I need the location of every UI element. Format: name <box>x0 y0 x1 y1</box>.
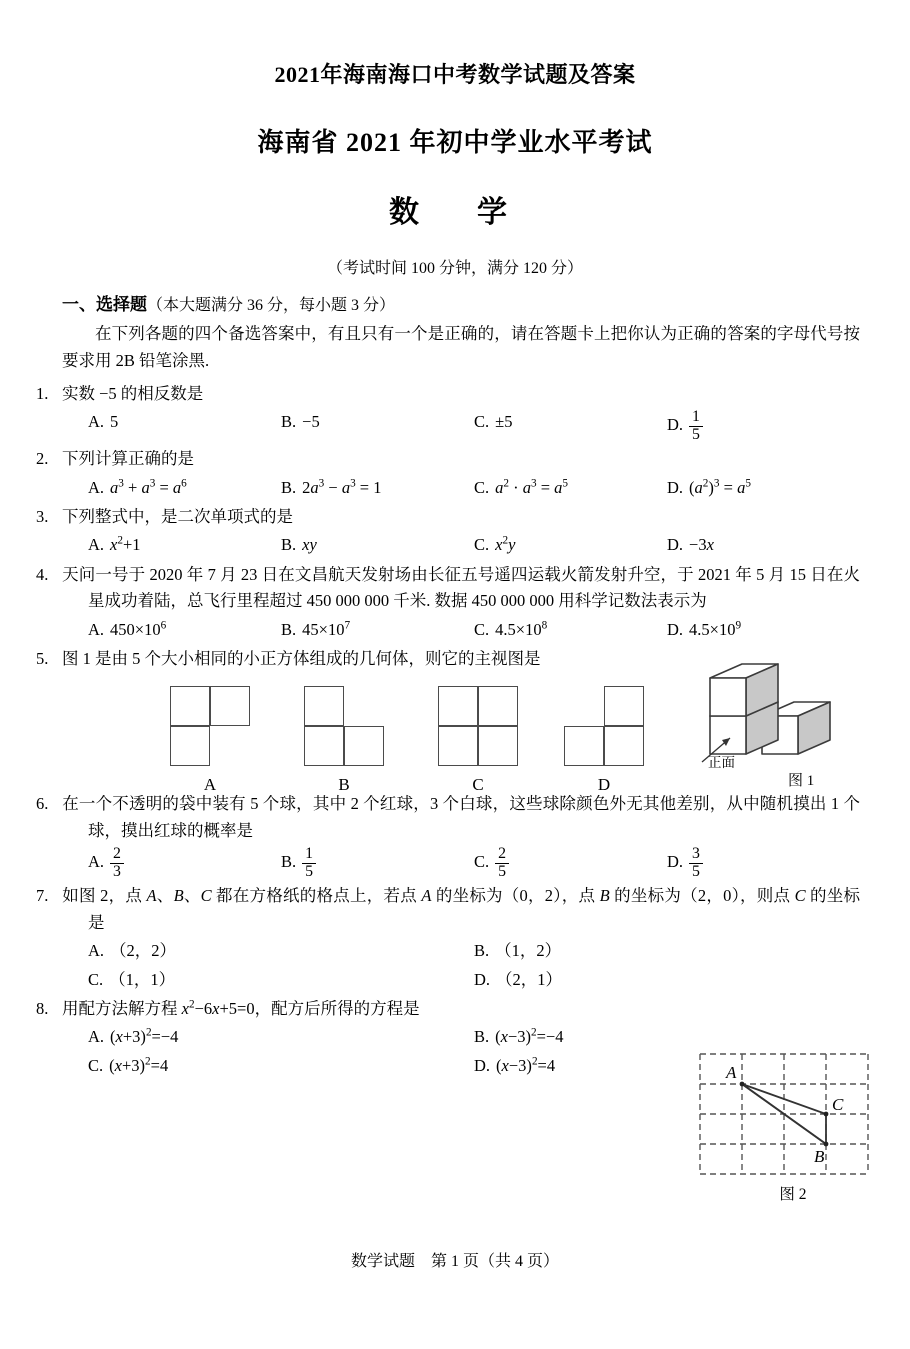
option-text: −5 <box>302 412 320 432</box>
option-C[interactable] <box>88 1053 474 1079</box>
question-list <box>36 381 861 1080</box>
shape-cell-tr <box>604 686 644 726</box>
section-instructions <box>62 321 860 374</box>
shape-cell-br <box>344 726 384 766</box>
option-C[interactable] <box>474 475 667 501</box>
option-text: （2，2） <box>110 941 177 961</box>
question-text: 用配方法解方程 $x^2-6x+5=0$，配方后所得的方程是 <box>62 998 420 1018</box>
question-2 <box>36 446 860 501</box>
question-text: 如图 2，点 A、B、C 都在方格纸的格点上，若点 A 的坐标为（0，2），点 B 的坐标为（2，0），则点 C 的坐标是 <box>62 886 861 932</box>
question-4 <box>36 562 860 643</box>
option-fraction <box>689 409 703 443</box>
option-C[interactable] <box>474 846 667 880</box>
question-stem: 2. 下列计算正确的是 <box>36 449 194 469</box>
option-A[interactable] <box>88 409 281 443</box>
question-1 <box>36 381 860 444</box>
exam-note: （考试时间 100 分钟，满分 120 分） <box>326 260 583 278</box>
figure-option-strip <box>62 676 860 795</box>
option-D[interactable] <box>474 967 860 993</box>
option-text: $2a^3 - a^3 = 1$ <box>302 477 382 497</box>
figure-2-label-b: B <box>814 1147 825 1166</box>
figure-2-label-c: C <box>832 1095 844 1114</box>
option-A[interactable] <box>88 617 281 643</box>
option-label: C. <box>474 412 490 432</box>
question-stem: 1. 实数 −5 的相反数是 <box>36 383 204 403</box>
option-row <box>62 1024 860 1050</box>
shape-cell-br <box>604 726 644 766</box>
exam-title: 海南省 2021 年初中学业水平考试 <box>257 128 653 158</box>
option-D[interactable] <box>667 617 860 643</box>
figure-1-front-label: 正面 <box>708 755 735 771</box>
option-D[interactable] <box>667 409 860 443</box>
figure-2-svg <box>682 1048 904 1182</box>
question-stem: 5. 图 1 是由 5 个大小相同的小正方体组成的几何体，则它的主视图是 <box>36 649 541 668</box>
option-label: D. <box>667 414 684 434</box>
question-text: 下列计算正确的是 <box>62 449 194 469</box>
option-C[interactable] <box>88 967 474 993</box>
section-heading-sub: （本大题满分 36 分，每小题 3 分） <box>147 297 396 315</box>
question-stem: 3. 下列整式中，是二次单项式的是 <box>36 507 293 527</box>
option-text: ±5 <box>495 412 513 432</box>
option-label: B. <box>281 852 297 872</box>
option-row <box>62 409 860 443</box>
option-text: $450\times 10^6$ <box>110 619 167 639</box>
option-label: C. <box>474 477 490 497</box>
question-stem: 7. 如图 2，点 A、B、C 都在方格纸的格点上，若点 A 的坐标为（0，2），点 B 的坐标为（2，0），则点 C 的坐标是 <box>36 886 861 932</box>
option-B[interactable] <box>474 1024 860 1050</box>
option-label: A. <box>88 941 105 961</box>
option-B[interactable] <box>474 938 860 964</box>
instructions-text: 在下列各题的四个备选答案中，有且只有一个是正确的，请在答题卡上把你认为正确的答案的字母代号按要求用 2B 铅笔涂黑. <box>62 324 860 370</box>
question-text: 下列整式中，是二次单项式的是 <box>62 507 293 527</box>
section-heading <box>62 292 860 319</box>
option-row <box>62 532 860 558</box>
shape-option-label: D <box>597 775 611 795</box>
option-label: A. <box>88 1027 105 1047</box>
option-label: D. <box>667 535 684 555</box>
option-text: $x^2+1$ <box>110 534 141 555</box>
question-6 <box>36 791 860 880</box>
option-text: $(x+3)^2=-4$ <box>110 1026 179 1047</box>
shape-option-B[interactable] <box>302 686 386 795</box>
fraction-denominator: 5 <box>689 863 703 881</box>
fraction-numerator: 1 <box>305 845 314 863</box>
fraction-denominator: 5 <box>689 426 703 444</box>
fraction-numerator: 3 <box>692 845 700 863</box>
option-label: C. <box>88 969 104 989</box>
option-text: （2，1） <box>496 969 563 989</box>
option-row <box>62 617 860 643</box>
option-text: $(x-3)^2=4$ <box>496 1055 556 1075</box>
option-B[interactable] <box>281 475 474 501</box>
question-stem: 6. 在一个不透明的袋中装有 5 个球，其中 2 个红球，3 个白球，这些球除颜色外无其他差别，从中随机摸出 1 个球，摸出红球的概率是 <box>36 794 860 840</box>
option-fraction <box>689 846 703 880</box>
question-text: 在一个不透明的袋中装有 5 个球，其中 2 个红球，3 个白球，这些球除颜色外无其他差别，从中随机摸出 1 个球，摸出红球的概率是 <box>62 794 860 840</box>
option-B[interactable] <box>281 846 474 880</box>
option-label: A. <box>88 477 105 497</box>
option-label: C. <box>88 1055 104 1075</box>
subject-title: 数 学 <box>389 196 521 230</box>
shape-cell-bl <box>564 726 604 766</box>
option-text: $x^2y$ <box>495 534 516 555</box>
fraction-numerator: 1 <box>692 408 700 426</box>
shape-option-D[interactable] <box>562 686 646 795</box>
question-stem: 4. 天问一号于 2020 年 7 月 23 日在文昌航天发射场由长征五号遥四运载火箭发射升空，于 2021 年 5 月 15 日在火星成功着陆，总飞行里程超过 450 000 000 千米. 数据 450 000 000 用科学记数法表示为 <box>36 564 860 611</box>
option-row <box>62 846 860 880</box>
fraction-numerator: 2 <box>113 845 121 863</box>
shape-grid <box>564 686 644 766</box>
shape-option-label: A <box>203 775 217 795</box>
option-fraction <box>110 846 124 880</box>
option-fraction <box>302 846 316 880</box>
option-D[interactable] <box>667 846 860 880</box>
option-label: D. <box>667 852 684 872</box>
option-label: D. <box>667 619 684 639</box>
option-row <box>62 475 860 501</box>
option-A[interactable] <box>88 938 474 964</box>
option-label: B. <box>281 535 297 555</box>
option-text: $a^2 \cdot a^3 = a^5$ <box>495 477 569 497</box>
page-title: 2021年海南海口中考数学试题及答案 <box>274 62 636 87</box>
option-C[interactable] <box>474 409 667 443</box>
option-text: $4.5\times 10^8$ <box>495 619 548 639</box>
option-text: $(a^2)^3 = a^5$ <box>689 477 751 497</box>
option-label: B. <box>281 412 297 432</box>
shape-cell-bl <box>170 726 210 766</box>
option-text: $4.5\times 10^9$ <box>689 619 742 639</box>
shape-cell-tl <box>170 686 210 726</box>
fraction-denominator: 3 <box>110 863 124 881</box>
option-B[interactable] <box>281 409 474 443</box>
question-text: 实数 −5 的相反数是 <box>62 383 204 403</box>
option-D[interactable] <box>667 532 860 558</box>
shape-cell-bl <box>304 726 344 766</box>
option-A[interactable] <box>88 1024 474 1050</box>
option-A[interactable] <box>88 846 281 880</box>
option-label: D. <box>474 969 491 989</box>
figure-2 <box>682 1048 904 1216</box>
option-label: B. <box>281 619 297 639</box>
option-fraction <box>495 846 509 880</box>
option-B[interactable] <box>281 532 474 558</box>
figure-1 <box>684 658 864 790</box>
option-text: $a^3 + a^3 = a^6$ <box>110 477 187 497</box>
option-text: −3x <box>689 535 714 555</box>
option-label: C. <box>474 852 490 872</box>
question-text: 天问一号于 2020 年 7 月 23 日在文昌航天发射场由长征五号遥四运载火箭发射升空，于 2021 年 5 月 15 日在火星成功着陆，总飞行里程超过 450 000 000 千米. 数据 450 000 000 用科学记数法表示为 <box>62 564 860 611</box>
option-label: A. <box>88 412 105 432</box>
page-footer: 数学试题 第 1 页（共 4 页） <box>350 1253 559 1270</box>
shape-cell-tr <box>210 686 250 726</box>
option-label: A. <box>88 619 105 639</box>
option-text: $45\times 10^7$ <box>302 619 351 639</box>
shape-cell-tl <box>304 686 344 726</box>
option-A[interactable] <box>88 532 281 558</box>
option-row <box>62 938 860 964</box>
fraction-denominator: 5 <box>495 863 509 881</box>
question-3 <box>36 504 860 559</box>
exam-page <box>0 62 910 1349</box>
shape-cell-br <box>478 726 518 766</box>
section-heading-text: 一、选择题 <box>62 295 147 315</box>
shape-option-label: B <box>338 775 350 795</box>
fraction-numerator: 2 <box>498 845 507 863</box>
question-text: 图 1 是由 5 个大小相同的小正方体组成的几何体，则它的主视图是 <box>62 649 541 668</box>
option-label: B. <box>474 941 490 961</box>
option-label: A. <box>88 852 105 872</box>
option-text: $(x+3)^2=4$ <box>109 1055 169 1075</box>
option-label: D. <box>667 477 684 497</box>
question-5 <box>36 646 860 795</box>
figure-2-caption: 图 2 <box>779 1186 807 1203</box>
shape-cell-tr <box>478 686 518 726</box>
figure-1-caption: 图 1 <box>788 773 815 790</box>
shape-grid <box>304 686 384 766</box>
question-stem: 8. 用配方法解方程 $x^2-6x+5=0$，配方后所得的方程是 <box>36 998 420 1018</box>
option-label: B. <box>281 477 297 497</box>
option-row <box>62 967 860 993</box>
option-label: C. <box>474 619 490 639</box>
option-C[interactable] <box>474 532 667 558</box>
option-A[interactable] <box>88 475 281 501</box>
option-text: （1，2） <box>495 941 562 961</box>
shape-cell-tl <box>438 686 478 726</box>
shape-grid <box>438 686 518 766</box>
option-C[interactable] <box>474 617 667 643</box>
fraction-denominator: 5 <box>302 863 316 881</box>
question-7 <box>36 883 861 993</box>
option-label: B. <box>474 1027 490 1047</box>
questions-content <box>36 292 861 1079</box>
shape-option-C[interactable] <box>436 686 520 795</box>
figure-2-label-a: A <box>726 1063 737 1082</box>
option-text: 5 <box>110 412 119 432</box>
option-text: xy <box>302 535 317 555</box>
option-text: （1，1） <box>109 969 176 989</box>
shape-option-label: C <box>472 775 484 795</box>
option-label: C. <box>474 535 490 555</box>
option-text: $(x-3)^2=-4$ <box>495 1026 564 1047</box>
shape-option-A[interactable] <box>168 686 252 795</box>
option-label: A. <box>88 535 105 555</box>
option-B[interactable] <box>281 617 474 643</box>
option-D[interactable] <box>667 475 860 501</box>
option-label: D. <box>474 1055 491 1075</box>
shape-grid <box>170 686 250 766</box>
shape-cell-bl <box>438 726 478 766</box>
